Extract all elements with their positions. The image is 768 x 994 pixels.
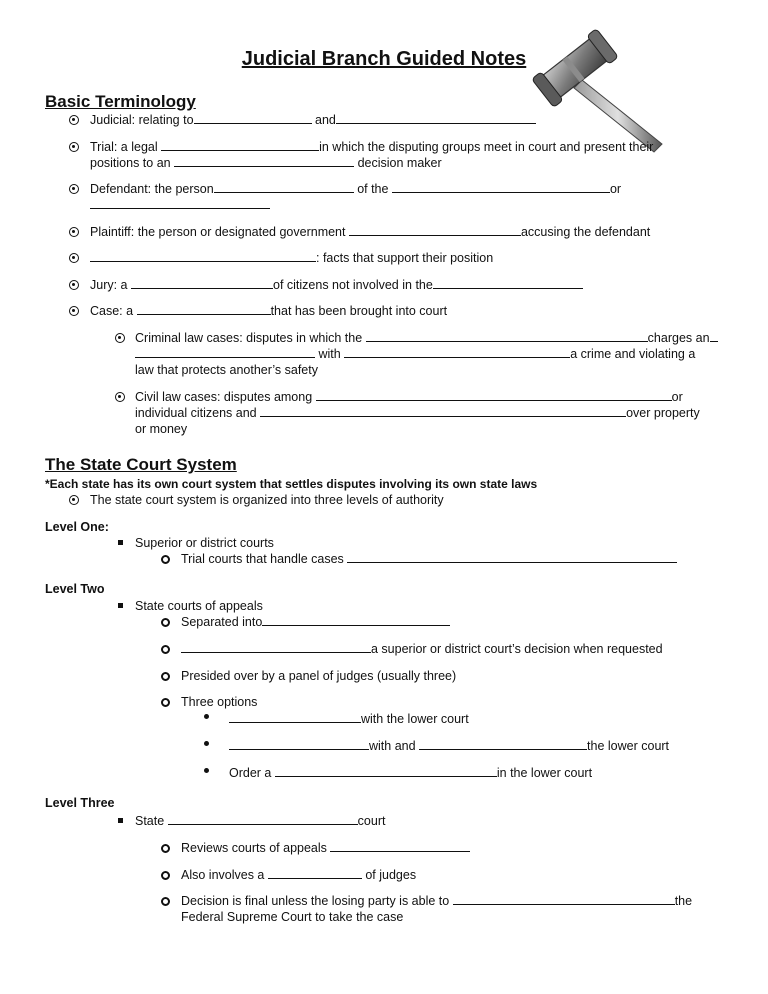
level-two-label: Level Two	[45, 582, 105, 596]
ring-bullet-icon	[161, 672, 170, 681]
ring-bullet-icon	[161, 618, 170, 627]
target-bullet-icon	[115, 333, 125, 343]
item-judicial: Judicial: relating to and	[90, 112, 536, 128]
section-heading-basic: Basic Terminology	[45, 92, 196, 111]
item-civil: Civil law cases: disputes among or	[135, 390, 683, 404]
dot-bullet-icon	[204, 741, 209, 746]
target-bullet-icon	[69, 227, 79, 237]
square-bullet-icon	[118, 818, 123, 823]
l2-item: State courts of appeals	[135, 599, 263, 613]
option-2: with and the lower court	[229, 738, 669, 754]
l1-sub: Trial courts that handle cases	[181, 551, 677, 567]
target-bullet-icon	[69, 495, 79, 505]
item-facts: : facts that support their position	[90, 250, 493, 266]
item-criminal-cont2: law that protects another’s safety	[135, 363, 318, 377]
level-one-label: Level One:	[45, 520, 109, 534]
item-organized: The state court system is organized into three levels of authority	[90, 493, 444, 507]
target-bullet-icon	[115, 392, 125, 402]
item-plaintiff: Plaintiff: the person or designated government accusing the defendant	[90, 225, 651, 239]
ring-bullet-icon	[161, 555, 170, 564]
l2-sub1: Separated into	[181, 614, 450, 630]
l3-sub1: Reviews courts of appeals	[181, 840, 470, 856]
item-trial: Trial: a legal in which the disputing groups meet in court and present their	[90, 140, 654, 154]
l3-sub3: Decision is final unless the losing party is able to the	[181, 894, 693, 908]
target-bullet-icon	[69, 253, 79, 263]
l3-sub3-cont: Federal Supreme Court to take the case	[181, 910, 404, 924]
l3-item: State court	[135, 814, 386, 828]
target-bullet-icon	[69, 280, 79, 290]
item-jury: Jury: a of citizens not involved in the	[90, 277, 583, 293]
square-bullet-icon	[118, 540, 123, 545]
item-defendant: Defendant: the person of the or	[90, 182, 622, 196]
square-bullet-icon	[118, 603, 123, 608]
target-bullet-icon	[69, 142, 79, 152]
dot-bullet-icon	[204, 768, 209, 773]
option-1: with the lower court	[229, 711, 469, 727]
item-criminal: Criminal law cases: disputes in which the charges an	[135, 330, 718, 346]
l2-sub2: a superior or district court’s decision when requested	[181, 641, 663, 657]
l2-sub4: Three options	[181, 695, 258, 709]
item-civil-cont2: or money	[135, 422, 188, 436]
item-civil-cont: individual citizens and over property	[135, 406, 700, 420]
ring-bullet-icon	[161, 897, 170, 906]
item-trial-cont: positions to an decision maker	[90, 156, 442, 170]
ring-bullet-icon	[161, 698, 170, 707]
state-note: *Each state has its own court system that settles disputes involving its own state laws	[45, 477, 538, 491]
l2-sub3: Presided over by a panel of judges (usually three)	[181, 669, 457, 683]
level-three-label: Level Three	[45, 796, 115, 810]
page-title: Judicial Branch Guided Notes	[241, 48, 527, 70]
option-3: Order a in the lower court	[229, 766, 593, 780]
target-bullet-icon	[69, 115, 79, 125]
item-defendant-cont	[90, 197, 270, 213]
ring-bullet-icon	[161, 844, 170, 853]
dot-bullet-icon	[204, 714, 209, 719]
target-bullet-icon	[69, 184, 79, 194]
ring-bullet-icon	[161, 645, 170, 654]
target-bullet-icon	[69, 306, 79, 316]
l1-item: Superior or district courts	[135, 536, 274, 550]
section-heading-state: The State Court System	[45, 455, 237, 474]
item-case: Case: a that has been brought into court	[90, 304, 448, 318]
l3-sub2: Also involves a of judges	[181, 868, 417, 882]
ring-bullet-icon	[161, 871, 170, 880]
item-criminal-cont: with a crime and violating a	[135, 346, 695, 362]
